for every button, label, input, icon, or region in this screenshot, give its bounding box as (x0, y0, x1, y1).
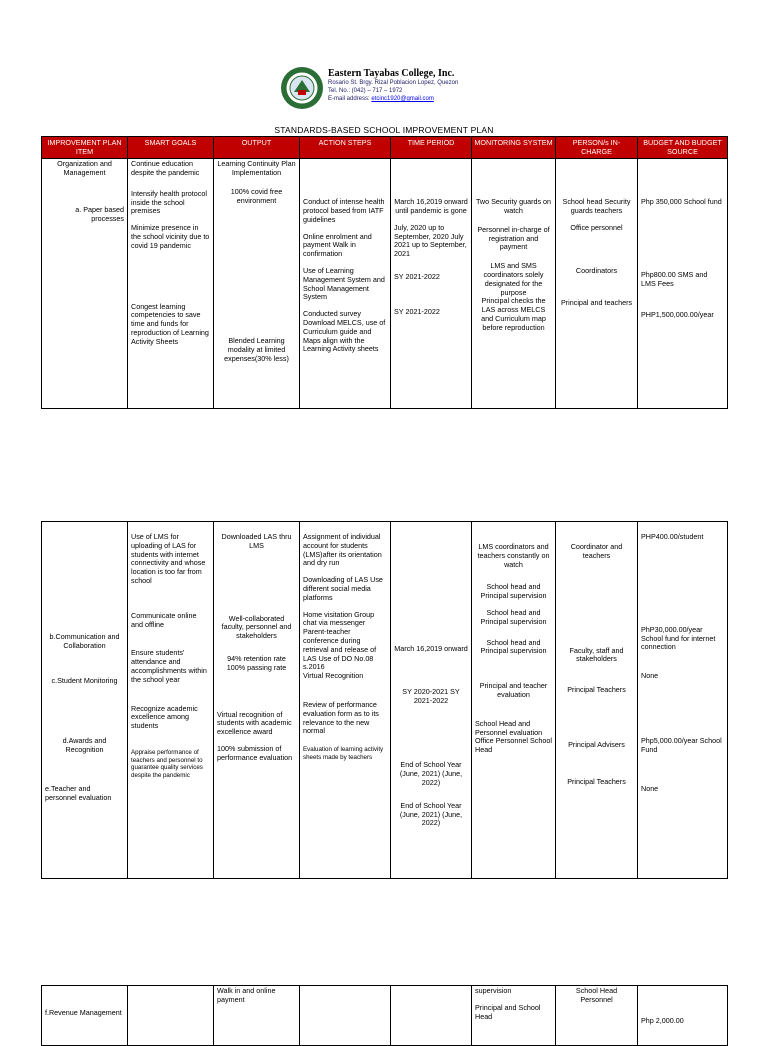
action-text: Evaluation of learning activity sheets made by teachers (303, 746, 384, 761)
cell-budget (638, 159, 728, 409)
monitoring-text: School head and Principal supervision (480, 637, 547, 656)
action-text: Conduct of intense health protocol based from IATF guidelines (303, 197, 385, 224)
col-header-monitoring: MONITORING SYSTEM (472, 137, 556, 159)
action-text: Downloading of LAS Use different social media platforms (303, 575, 383, 602)
cell-monitoring (472, 986, 556, 1046)
item-text: b.Communication and Collaboration (49, 632, 120, 650)
cell-persons (556, 522, 638, 879)
cell-actions (300, 159, 391, 409)
college-address: Rosario St. Brgy. Rizal Poblacion Lopez, Quezon (328, 80, 459, 86)
cell-monitoring (472, 522, 556, 879)
item-sub: a. Paper based processes (75, 204, 124, 223)
goal-text: Communicate online and offline (131, 610, 197, 629)
item-text: d.Awards and Recognition (62, 736, 107, 755)
item-text: f.Revenue Management (45, 1008, 122, 1017)
time-text: SY 2020-2021 SY 2021-2022 (402, 686, 460, 705)
budget-text: Php 2,000.00 (641, 1016, 684, 1025)
action-text: Conducted survey Download MELCS, use of Curriculum guide and Maps align with the Learning Activity sheets (303, 309, 386, 354)
monitoring-text: Personnel in-charge of registration and payment (477, 224, 550, 252)
person-text: Office personnel (570, 222, 623, 232)
document-title: STANDARDS-BASED SCHOOL IMPROVEMENT PLAN (274, 125, 494, 135)
cell-output (214, 522, 300, 879)
table-header-row (42, 137, 728, 159)
letterhead (280, 66, 580, 118)
monitoring-text: LMS coordinators and teachers constantly on watch (477, 542, 550, 569)
cell-item (42, 522, 128, 879)
cell-time (391, 522, 472, 879)
email-link[interactable]: etcinc1920@gmail.com (371, 96, 434, 102)
college-tel: Tel. No.: (042) – 717 – 1972 (328, 88, 403, 94)
cell-persons (556, 159, 638, 409)
time-text: March 16,2019 onward (394, 644, 468, 653)
plan-table-2 (41, 521, 728, 879)
goal-text: Ensure students' attendance and accomplishments within the school year (131, 648, 207, 684)
output-text: Walk in and online payment (217, 986, 276, 1004)
cell-time (391, 159, 472, 409)
goal-text: Continue education despite the pandemic (131, 159, 200, 177)
budget-text: None (641, 783, 659, 793)
col-header-output: OUTPUT (214, 137, 300, 159)
output-text: 94% retention rate 100% passing rate (226, 653, 287, 672)
person-text: Faculty, staff and stakeholders (569, 645, 624, 664)
table-row (42, 522, 728, 879)
person-text: Principal Teachers (567, 776, 626, 786)
table-row (42, 986, 728, 1046)
monitoring-text: Principal and teacher evaluation (479, 681, 548, 699)
cell-monitoring (472, 159, 556, 409)
cell-goals (128, 159, 214, 409)
monitoring-text: Principal and School Head (475, 1002, 541, 1021)
table-row (42, 159, 728, 409)
col-header-persons: PERSON/s IN-CHARGE (556, 137, 638, 159)
goal-text: Minimize presence in the school vicinity due to covid 19 pandemic (131, 223, 210, 250)
action-text: Online enrolment and payment Walk in confirmation (303, 231, 372, 259)
person-text: Coordinators (575, 265, 618, 275)
col-header-actions: ACTION STEPS (300, 137, 391, 159)
action-text: Use of Learning Management System and School Management System (303, 265, 385, 302)
output-text: Downloaded LAS thru LMS (221, 532, 292, 550)
cell-goals (128, 986, 214, 1046)
output-text: 100% covid free environment (230, 186, 283, 205)
time-text: End of School Year (June, 2021) (June, 2022) (399, 800, 463, 828)
person-text: School Head Personnel (575, 986, 618, 1004)
monitoring-text: LMS and SMS coordinators solely designated for the purpose (483, 261, 544, 297)
monitoring-text: School head and Principal supervision (480, 607, 547, 626)
person-text: Principal Teachers (567, 685, 626, 695)
monitoring-text: Two Security guards on watch (475, 197, 552, 215)
monitoring-text: School head and Principal supervision (480, 582, 547, 601)
action-text: Assignment of individual account for students (LMS)after its orientation and dry run (303, 532, 382, 568)
budget-text: Php5,000.00/year School Fund (641, 735, 722, 754)
person-text: Principal and teachers (560, 298, 633, 308)
college-name: Eastern Tayabas College, Inc. (328, 68, 455, 79)
budget-text: PHP400.00/student (641, 532, 704, 541)
cell-actions (300, 986, 391, 1046)
time-text: SY 2021-2022 (394, 306, 440, 316)
output-text: Learning Continuity Plan Implementation (217, 159, 296, 177)
col-header-goals: SMART GOALS (128, 137, 214, 159)
goal-text: Intensify health protocol inside the school premises (131, 188, 207, 216)
budget-text: Php800.00 SMS and LMS Fees (641, 269, 708, 288)
person-text: School head Security guards teachers (562, 197, 631, 215)
person-text: Coordinator and teachers (570, 542, 623, 560)
email-label: E-mail address: (328, 96, 372, 102)
item-text: c.Student Monitoring (51, 675, 118, 685)
plan-table-3 (41, 985, 728, 1046)
plan-table-1 (41, 136, 728, 409)
item-main: Organization and Management (57, 159, 112, 177)
action-text: Virtual Recognition (303, 671, 364, 681)
output-text: Blended Learning modality at limited expenses(30% less) (224, 336, 289, 363)
monitoring-text: Principal checks the LAS across MELCS and Curriculum map before reproduction (481, 296, 546, 332)
college-email-line (328, 95, 458, 103)
budget-text: None (641, 671, 659, 681)
output-text: Virtual recognition of students with academic excellence award (217, 709, 292, 737)
item-text: e.Teacher and personnel evaluation (45, 783, 112, 802)
col-header-time: TIME PERIOD (391, 137, 472, 159)
cell-item (42, 986, 128, 1046)
output-text: 100% submission of performance evaluation (217, 743, 293, 762)
col-header-budget: BUDGET AND BUDGET SOURCE (638, 137, 728, 159)
budget-text: PHP1,500,000.00/year (641, 309, 714, 319)
time-text: July, 2020 up to September, 2020 July 2021 up to September, 2021 (394, 222, 467, 259)
cell-budget (638, 986, 728, 1046)
cell-item (42, 159, 128, 409)
cell-budget (638, 522, 728, 879)
budget-text: Php 350,000 School fund (641, 197, 722, 207)
time-text: End of School Year (June, 2021) (June, 2022) (399, 760, 463, 787)
monitoring-text: supervision (475, 986, 512, 995)
goal-text: Congest learning competencies to save time and funds for reproduction of Learning Activity Sheets (131, 301, 209, 346)
person-text: Principal Advisers (568, 739, 625, 749)
action-text: Home visitation Group chat via messenger Parent-teacher conference during retrieval and release of LAS Use of DO No.08 s.2016 (303, 609, 377, 672)
time-text: March 16,2019 onward until pandemic is gone (394, 197, 468, 215)
budget-text: PhP30,000.00/year School fund for internet connection (641, 624, 716, 652)
monitoring-text: School Head and Personnel evaluation Office Personnel School Head (475, 718, 552, 755)
cell-output (214, 159, 300, 409)
action-text: Review of performance evaluation form as to its relevance to the new normal (303, 699, 379, 736)
cell-goals (128, 522, 214, 879)
goal-text: Appraise performance of teachers and personnel to guarantee quality services despite the pandemic (131, 748, 203, 779)
cell-persons (556, 986, 638, 1046)
cell-output (214, 986, 300, 1046)
goal-text: Use of LMS for uploading of LAS for students with internet connectivity and whose location is too far from school (131, 532, 206, 585)
cell-time (391, 986, 472, 1046)
college-seal-icon (280, 66, 324, 110)
output-text: Well-collaborated faculty, personnel and stakeholders (221, 613, 292, 641)
goal-text: Recognize academic excellence among students (131, 703, 198, 731)
col-header-item: IMPROVEMENT PLAN ITEM (42, 137, 128, 159)
cell-actions (300, 522, 391, 879)
time-text: SY 2021-2022 (394, 271, 440, 281)
